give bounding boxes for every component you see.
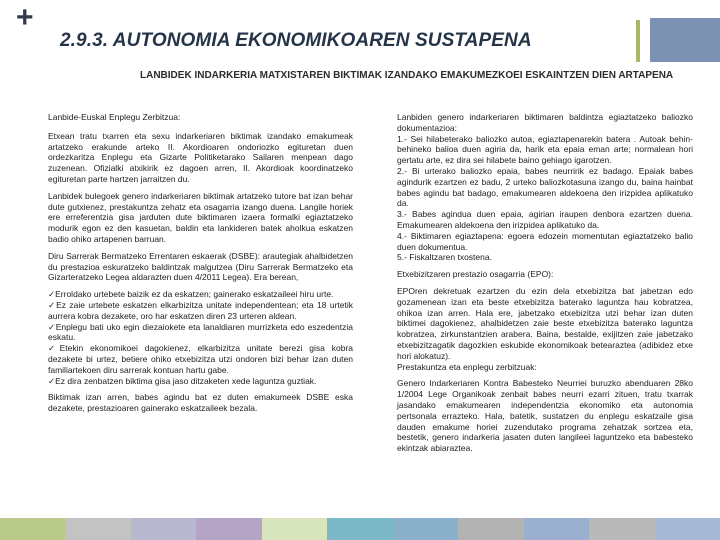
left-paragraph-4: Biktimak izan arren, babes agindu bat ez duten emakumeek DSBE eska dezakete, prestazioaren gainerako eskatzaileek bezala. (48, 392, 353, 414)
footer-color-bar (524, 518, 589, 540)
left-paragraph-1: Etxean tratu txarren eta sexu indarkeriaren biktimak izandako emakumeak artatzeko erakunde arteko II. Akordioaren ondorioz​ko egituretan duen ordezkaritza Enplegu eta Gizarte Politiketarako Sailaren menpean dago zuzenean. Ofizialki atxikirik ez dagoen arren, II. Akordioak koordinatzeko egituretan parte hartzen jarraitzen du. (48, 130, 353, 184)
footer-color-bar (0, 518, 65, 540)
footer-color-bar (65, 518, 130, 540)
list-item: 1.- Sei hilabeterako baliozko autoa, egiaztapenarekin batera . Autoak behin-behineko balioa duen agiria da, harik eta epaia eman arte; normalean hori gertatu arte, ez dira sei hilabete baino gehiago igarotzen. (397, 133, 693, 166)
bullet-item: ✓Erroldako urtebete baizik ez da eskatzen; gainerako eskatzaileei hiru urte. (48, 289, 334, 300)
footer-color-bar (196, 518, 261, 540)
epo-text: EPOren dekretuak ezartzen du ezin dela etxebizitza bat jabetzan edo gozamenean izan eta beste etxebizitza baterako laguntza hau kobratzea, ohikoa izan arren. Hala ere, jabetzako etxebizitza utzi behar izan duten biktimei dagokienez, ahalbidetzen zaie beste etxebizitza baterako laguntza kobratzea, zirkunstantzien arabera. Baina, bestalde, exijitzen zaie jabetzako etxebizitzagatik dagozkien eskubide ekonomikoak betearaztea (adibidez etxe hori alokatuz). (397, 285, 693, 361)
ppe-heading: Prestakuntza eta enplegu zerbitzuak: (397, 361, 537, 372)
right-intro: Lanbiden genero indarkeriaren biktimaren baldintza egiaztatzeko baliozko dokumentazioa: (397, 112, 693, 133)
plus-icon: + (16, 1, 34, 34)
footer-color-bar (393, 518, 458, 540)
footer-color-bar (262, 518, 327, 540)
footer-color-bar (458, 518, 523, 540)
left-heading: Lanbide-Euskal Enplegu Zerbitzua: (48, 112, 181, 122)
footer-color-bar (589, 518, 654, 540)
page-title: 2.9.3. AUTONOMIA EKONOMIKOAREN SUSTAPENA (60, 30, 532, 51)
section-subtitle: LANBIDEK INDARKERIA MATXISTAREN BIKTIMAK IZANDAKO EMAKUMEZKOEI ESKAINTZEN DIEN ARTAPENA (140, 70, 674, 81)
left-column (48, 112, 353, 420)
list-item: 3.- Babes agindua duen epaia, agirian iraupen denbora ezartzen duena. Emakumearen aldekoena den irizpidea aplikatuko da. (397, 209, 693, 230)
list-item: 5.- Fiskaltzaren txostena. (397, 252, 492, 263)
bullet-item: ✓Ez dira zenbatzen biktima gisa jaso ditzaketen xede laguntza guztiak. (48, 375, 317, 386)
left-paragraph-3: Diru Sarrerak Bermatzeko Errentaren eskaerak (DSBE): arautegiak ahalbidetzen du prestazioa eskuratzeko baldintzak malgutzea (Diru Sarrerak Bermatzeko eta Gizarteratzeko Legea aldarazten duen 4/2011 Legea). Era berean, (48, 250, 353, 283)
bullet-item: ✓Etekin ekonomikoei dagokienez, elkarbizitza unitate berezi gisa kobra dezakete bi urtez, betiere ohiko etxebizitza utzi ondoren bizi behar izan duten familiartekoen diru sarrerak kontuan hartu gabe. (48, 343, 353, 375)
footer-color-bar (327, 518, 392, 540)
bullet-item: ✓Enplegu bati uko egin diezaiokete eta lanaldiaren murrizketa edo eszedentzia eskatu. (48, 321, 353, 343)
list-item: 4.- Biktimaren egiaztapena: egoera edozein momentutan egiaztatzeko balio duen dokumentua. (397, 230, 693, 252)
footer-color-bars (0, 518, 720, 540)
logo-block (650, 18, 720, 62)
bullet-item: ✓Ez zaie urtebete eskatzen elkarbizitza unitate independentean; eta 18 urtetik aurrera kobra dezakete, oro har eskatzen diren 23 urteren aldean. (48, 299, 353, 321)
ppe-text: Genero Indarkeriaren Kontra Babesteko Neurriei buruzko abenduaren 28ko 1/2004 Lege Organikoak zenbait babes neurri ezarri zituen, tratu txarrak jasandako emakumearen independentzia ekonomiko eta autonomia pertsonala errazteko. Hala, batetik, sustatzen du enplegu eskatzaile gisa dauden emakume horiei zuzendutako programa zehatzak sortzea eta, bestetik, genero indarkeria jasaten duten langileei laguntzeko eta babesteko ekintzak abiaraztea. (397, 378, 693, 454)
right-column (397, 112, 693, 460)
epo-heading: Etxebizitzaren prestazio osagarria (EPO): (397, 269, 554, 280)
left-paragraph-2: Lanbidek bulegoek genero indarkeriaren biktimak artatzeko tutore bat izan behar dute gutxienez, prestakuntza zehatz eta osagarria izango duena. Langile horiek ere erreferentzia gisa jarduten dute biktimaren izaera formalki egiaztatzeko modurik egon ez den kasuetan, baldin eta lankideren batek aholkua eskatzen badio ohiko artapenen barruan. (48, 190, 353, 244)
footer-color-bar (131, 518, 196, 540)
footer-color-bar (655, 518, 720, 540)
accent-divider (636, 20, 640, 62)
list-item: 2.- Bi urterako baliozko epaia, babes neurririk ez badago. Epaiak babes agindurik ezartzen ez badu, 2 urteko baliozkotasuna izango du, baina hainbat babes agindu bat badago, emakumearen aldekoena den irizpidea aplikatuko da. (397, 165, 693, 209)
